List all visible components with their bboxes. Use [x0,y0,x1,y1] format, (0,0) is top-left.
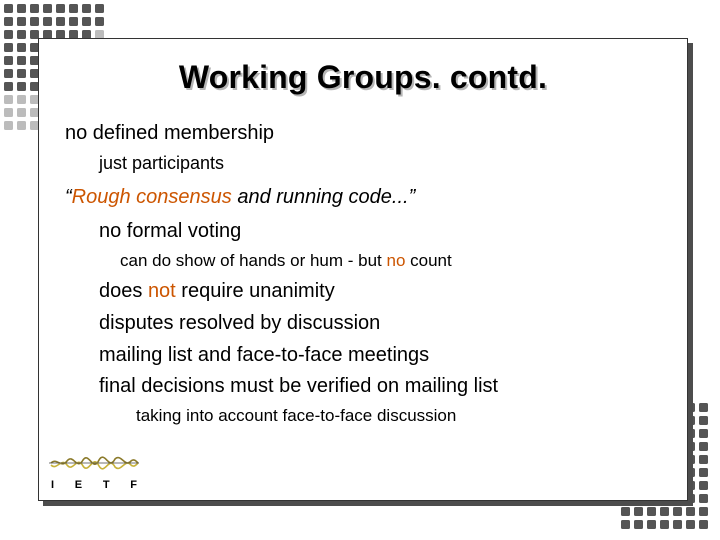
pattern-tile [699,520,708,529]
ietf-logo-letters: I E T F [51,479,137,491]
pattern-tile [4,121,13,130]
bullet-line: no formal voting [99,220,242,242]
pattern-tile [660,520,669,529]
pattern-tile [699,429,708,438]
pattern-tile [621,520,630,529]
pattern-tile [699,442,708,451]
bullet-line: taking into account face-to-face discussion [136,406,457,425]
pattern-tile [82,4,91,13]
pattern-tile [621,507,630,516]
bullet-line: does not require unanimity [99,280,335,302]
highlight-text: Rough consensus [71,186,232,208]
bullet-line: mailing list and face-to-face meetings [99,344,430,366]
slide-title: Working Groups. contd. [178,59,548,95]
pattern-tile [69,17,78,26]
pattern-tile [699,416,708,425]
pattern-tile [699,481,708,490]
bullet-line: “Rough consensus and running code...” [65,186,416,208]
pattern-tile [17,30,26,39]
pattern-tile [699,468,708,477]
bullet-line: just participants [99,153,225,173]
slide-panel [38,38,688,501]
pattern-tile [634,520,643,529]
pattern-tile [17,4,26,13]
pattern-tile [4,82,13,91]
pattern-tile [699,507,708,516]
pattern-tile [4,95,13,104]
pattern-tile [699,494,708,503]
pattern-tile [686,520,695,529]
pattern-tile [686,507,695,516]
bullet-line: disputes resolved by discussion [99,312,381,334]
pattern-tile [17,56,26,65]
pattern-tile [17,17,26,26]
bullet-line: final decisions must be verified on mailing list [99,375,499,397]
pattern-tile [647,520,656,529]
pattern-tile [4,43,13,52]
pattern-tile [56,4,65,13]
pattern-tile [17,69,26,78]
pattern-tile [17,95,26,104]
bullet-line: can do show of hands or hum - but no count [120,251,452,270]
pattern-tile [43,4,52,13]
pattern-tile [43,17,52,26]
pattern-tile [673,520,682,529]
pattern-tile [17,121,26,130]
pattern-tile [4,108,13,117]
pattern-tile [4,4,13,13]
pattern-tile [4,69,13,78]
pattern-tile [95,17,104,26]
pattern-tile [17,43,26,52]
pattern-tile [699,403,708,412]
pattern-tile [634,507,643,516]
pattern-tile [56,17,65,26]
highlight-text: not [147,280,176,302]
pattern-tile [4,17,13,26]
highlight-text: no [386,251,406,270]
pattern-tile [82,17,91,26]
pattern-tile [699,455,708,464]
pattern-tile [660,507,669,516]
pattern-tile [17,82,26,91]
pattern-tile [4,30,13,39]
pattern-tile [95,4,104,13]
pattern-tile [30,17,39,26]
pattern-tile [69,4,78,13]
pattern-tile [30,4,39,13]
bullet-line: no defined membership [65,122,275,144]
pattern-tile [4,56,13,65]
pattern-tile [17,108,26,117]
pattern-tile [647,507,656,516]
pattern-tile [673,507,682,516]
